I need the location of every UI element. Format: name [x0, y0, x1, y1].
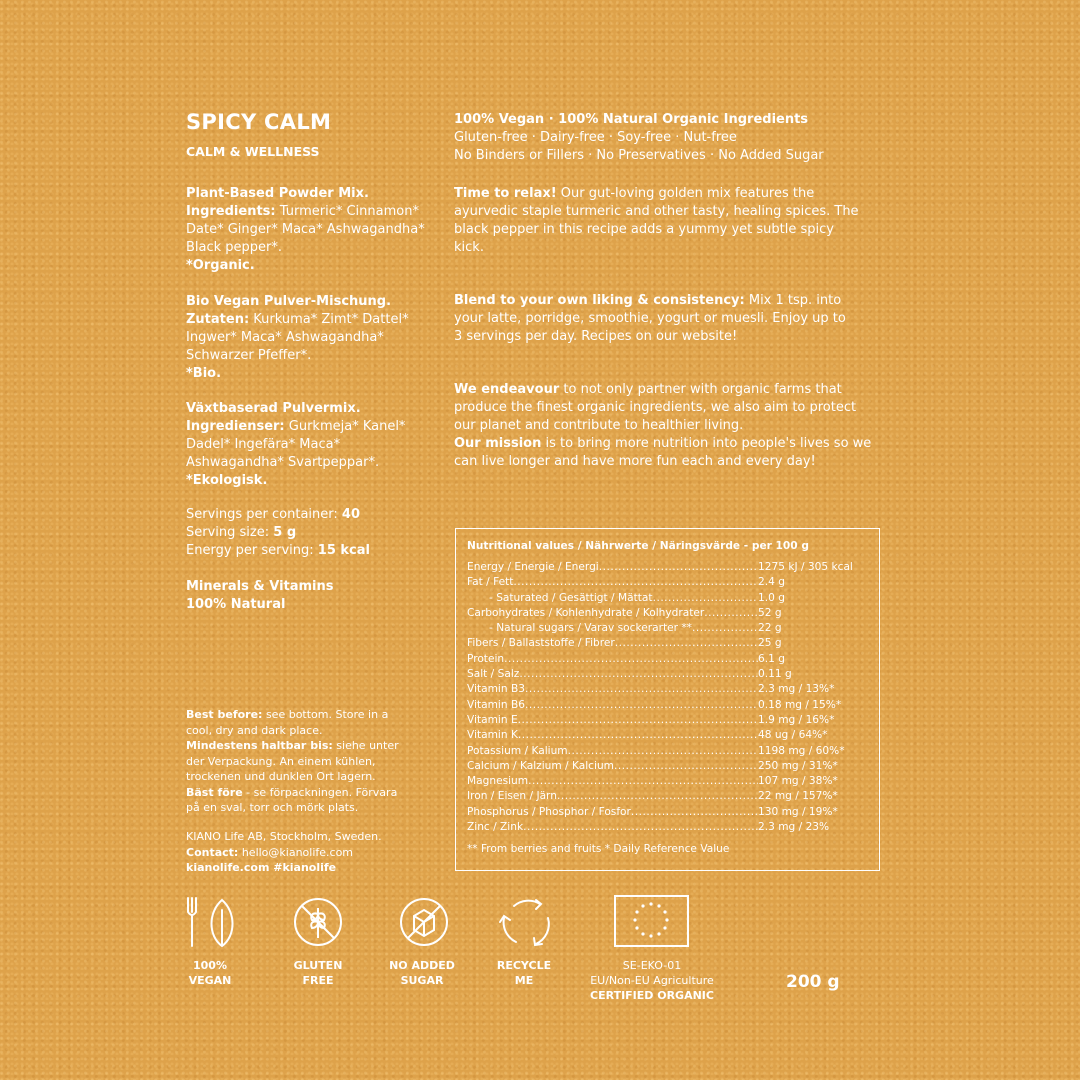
nutrition-row [467, 805, 868, 820]
nutrition-heading: Nutritional values / Nährwerte / Näringsvärde - per 100 g [467, 540, 809, 552]
vegan-badge-label [180, 958, 240, 988]
nutrition-row-leader [704, 606, 758, 621]
ingredients-en-note: *Organic. [186, 258, 255, 273]
haltbar-text: siehe unter der Verpackung. An einem kühlen, trockenen und dunklen Ort lagern. [186, 739, 399, 783]
nutrition-row [467, 591, 868, 606]
nutrition-row-leader [525, 682, 758, 697]
recycle-badge-label [484, 958, 564, 988]
bast-fore-label: Bäst före [186, 785, 243, 799]
relax-bold: Time to relax! [454, 186, 557, 201]
blend-paragraph [454, 292, 849, 346]
nutrition-row-leader [631, 805, 758, 820]
ingredients-en-heading: Plant-Based Powder Mix. [186, 186, 369, 201]
minerals-line2: 100% Natural [186, 597, 286, 612]
nutrition-row-label: Magnesium [467, 775, 529, 788]
servings-per-container-label: Servings per container: [186, 507, 342, 522]
claims-line3: No Binders or Fillers · No Preservatives · No Added Sugar [454, 148, 824, 163]
nutrition-table [455, 528, 880, 871]
mission-paragraph [454, 381, 874, 471]
nutrition-row-label: Phosphorus / Phosphor / Fosfor [467, 805, 631, 818]
organic-badge-label [568, 958, 736, 1003]
ingredients-en [186, 185, 436, 275]
nutrition-row [467, 682, 868, 697]
nutrition-row [467, 698, 868, 713]
nutrition-row-label: Iron / Eisen / Järn [467, 790, 557, 803]
gluten-label-line2: FREE [302, 974, 334, 987]
storage-info [186, 707, 408, 816]
relax-paragraph [454, 185, 866, 257]
nutrition-row-leader [523, 820, 758, 835]
ingredients-de-note: *Bio. [186, 366, 222, 381]
minerals-line1: Minerals & Vitamins [186, 579, 334, 594]
serving-size-label: Serving size: [186, 525, 274, 540]
ingredients-en-text: Turmeric* Cinnamon* Date* Ginger* Maca* Ashwagandha* Black pepper*. [186, 204, 425, 255]
recycle-label-line1: RECYCLE [496, 959, 552, 972]
claims [454, 111, 884, 165]
nutrition-row-label: Vitamin B3 [467, 683, 525, 696]
nutrition-row-value: 25 g [758, 637, 782, 650]
nutrition-row-value: 250 mg / 31%* [758, 759, 838, 772]
sugar-label-line1: NO ADDED [389, 959, 455, 972]
nutrition-row [467, 575, 868, 590]
nutrition-row-leader [692, 621, 758, 636]
gluten-badge-label [278, 958, 358, 988]
relax-text: Our gut-loving golden mix features the ayurvedic staple turmeric and other tasty, healing spices. The black pepper in this recipe adds a yummy yet subtle spicy kick. [454, 186, 859, 255]
nutrition-row-value: 1275 kJ / 305 kcal [758, 561, 853, 573]
energy-per-serving-value: 15 kcal [317, 543, 370, 558]
nutrition-row [467, 774, 868, 789]
contact-label: Contact: [186, 845, 239, 859]
ingredients-de-label: Zutaten: [186, 312, 250, 327]
nutrition-row-label: Protein [467, 652, 505, 665]
website-link[interactable]: kianolife.com #kianolife [186, 861, 337, 874]
no-added-sugar-icon [394, 892, 454, 952]
nutrition-row [467, 636, 868, 651]
blend-text: Mix 1 tsp. into your latte, porridge, smoothie, yogurt or muesli. Enjoy up to 3 servings per day. Recipes on our website! [454, 293, 846, 344]
ingredients-sv-text: Gurkmeja* Kanel* Dadel* Ingefära* Maca* Ashwagandha* Svartpeppar*. [186, 419, 406, 470]
recycle-icon [496, 892, 556, 952]
vegan-label-line1: 100% [193, 959, 227, 972]
vegan-label-line2: VEGAN [188, 974, 232, 987]
product-subtitle: CALM & WELLNESS [186, 144, 320, 159]
nutrition-row-leader [557, 789, 758, 804]
nutrition-row [467, 560, 868, 575]
ingredients-sv-note: *Ekologisk. [186, 473, 268, 488]
nutrition-row-value: 52 g [758, 606, 782, 619]
eu-organic-leaf-icon [613, 892, 690, 952]
nutrition-row-value: 0.18 mg / 15%* [758, 698, 842, 711]
nutrition-row-value: 22 g [758, 622, 782, 635]
minerals-claim [186, 578, 436, 614]
sugar-badge-label [380, 958, 464, 988]
organic-label-line3: CERTIFIED ORGANIC [590, 989, 714, 1002]
nutrition-row-label: - Saturated / Gesättigt / Mättat [489, 591, 653, 604]
nutrition-row [467, 759, 868, 774]
nutrition-row-label: Calcium / Kalzium / Kalcium [467, 759, 614, 772]
nutrition-footnote: ** From berries and fruits * Daily Reference Value [467, 843, 730, 856]
nutrition-row-label: Vitamin B6 [467, 698, 525, 711]
contact-email[interactable]: hello@kianolife.com [238, 845, 354, 859]
claims-line1: 100% Vegan · 100% Natural Organic Ingredients [454, 112, 809, 127]
nutrition-row-value: 1.0 g [758, 591, 785, 604]
nutrition-row [467, 728, 868, 743]
nutrition-row [467, 789, 868, 804]
nutrition-row-leader [504, 652, 758, 667]
nutrition-row-value: 6.1 g [758, 652, 785, 665]
nutrition-row-value: 22 mg / 157%* [758, 790, 838, 803]
recycle-label-line2: ME [514, 974, 534, 987]
nutrition-row-leader [518, 713, 758, 728]
nutrition-row [467, 621, 868, 636]
nutrition-row-leader [568, 744, 758, 759]
nutrition-row-label: Fibers / Ballaststoffe / Fibrer [467, 637, 615, 650]
nutrition-row-value: 2.3 mg / 13%* [758, 683, 835, 696]
nutrition-row-leader [615, 636, 758, 651]
nutrition-row [467, 606, 868, 621]
nutrition-row-label: Energy / Energie / Energi [467, 561, 599, 573]
nutrition-row-value: 1198 mg / 60%* [758, 744, 845, 757]
nutrition-row [467, 713, 868, 728]
endeavour-text: to not only partner with organic farms that produce the finest organic ingredients, we also aim to protect our planet and contribute to healthier living. [454, 382, 857, 433]
blend-bold: Blend to your own liking & consistency: [454, 293, 745, 308]
nutrition-row-value: 2.4 g [758, 576, 785, 589]
company-info [186, 829, 426, 876]
sugar-label-line2: SUGAR [400, 974, 444, 987]
ingredients-sv-label: Ingredienser: [186, 419, 285, 434]
ingredients-sv [186, 400, 436, 490]
vegan-icon [180, 892, 240, 952]
nutrition-row-leader [525, 698, 758, 713]
servings-per-container-value: 40 [341, 507, 360, 522]
nutrition-row-leader [614, 759, 758, 774]
ingredients-de-text: Kurkuma* Zimt* Dattel* Ingwer* Maca* Ashwagandha* Schwarzer Pfeffer*. [186, 312, 409, 363]
endeavour-bold: We endeavour [454, 382, 560, 397]
nutrition-row [467, 667, 868, 682]
nutrition-row-label: Potassium / Kalium [467, 744, 568, 757]
nutrition-row-leader [518, 728, 758, 743]
nutrition-row-label: Vitamin K [467, 729, 518, 742]
nutrition-row-leader [519, 667, 758, 682]
best-before-text: see bottom. Store in a cool, dry and dark place. [186, 708, 389, 737]
organic-label-line2: EU/Non-EU Agriculture [590, 974, 714, 987]
best-before-label: Best before: [186, 708, 263, 721]
nutrition-row-label: Carbohydrates / Kohlenhydrate / Kolhydrater [467, 606, 705, 619]
nutrition-row-leader [599, 560, 758, 575]
organic-label-line1: SE-EKO-01 [622, 959, 682, 972]
servings-info [186, 506, 436, 560]
energy-per-serving-label: Energy per serving: [186, 543, 318, 558]
nutrition-row-value: 130 mg / 19%* [758, 805, 838, 818]
nutrition-row-value: 107 mg / 38%* [758, 775, 838, 788]
gluten-free-icon [288, 892, 348, 952]
nutrition-row [467, 820, 868, 835]
gluten-label-line1: GLUTEN [293, 959, 343, 972]
net-weight: 200 g [786, 972, 840, 992]
haltbar-label: Mindestens haltbar bis: [186, 739, 333, 752]
nutrition-row-value: 2.3 mg / 23% [758, 821, 830, 834]
nutrition-row-value: 1.9 mg / 16%* [758, 713, 835, 726]
mission-bold: Our mission [454, 436, 542, 451]
ingredients-de [186, 293, 436, 383]
claims-line2: Gluten-free · Dairy-free · Soy-free · Nut-free [454, 130, 737, 145]
nutrition-row-label: Vitamin E [467, 713, 518, 726]
nutrition-row-value: 0.11 g [758, 668, 792, 681]
nutrition-row-label: Fat / Fett [467, 576, 514, 589]
ingredients-de-heading: Bio Vegan Pulver-Mischung. [186, 294, 392, 309]
serving-size-value: 5 g [273, 525, 297, 540]
nutrition-row-leader [513, 575, 758, 590]
nutrition-row-value: 48 ug / 64%* [758, 729, 828, 742]
nutrition-row-label: Salt / Salz [467, 668, 520, 681]
nutrition-row-label: Zinc / Zink [467, 821, 524, 834]
product-title: SPICY CALM [186, 110, 332, 134]
ingredients-en-label: Ingredients: [186, 204, 276, 219]
nutrition-row-label: - Natural sugars / Varav sockerarter ** [489, 622, 692, 635]
nutrition-rows [467, 560, 868, 835]
mission-text: is to bring more nutrition into people's lives so we can live longer and have more fun each and every day! [454, 436, 872, 469]
nutrition-row-leader [528, 774, 758, 789]
nutrition-row [467, 652, 868, 667]
nutrition-row-leader [653, 591, 758, 606]
nutrition-row [467, 744, 868, 759]
bast-fore-text: - se förpackningen. Förvara på en sval, torr och mörk plats. [186, 785, 398, 814]
ingredients-sv-heading: Växtbaserad Pulvermix. [186, 401, 361, 416]
company-address: KIANO Life AB, Stockholm, Sweden. [186, 830, 382, 843]
